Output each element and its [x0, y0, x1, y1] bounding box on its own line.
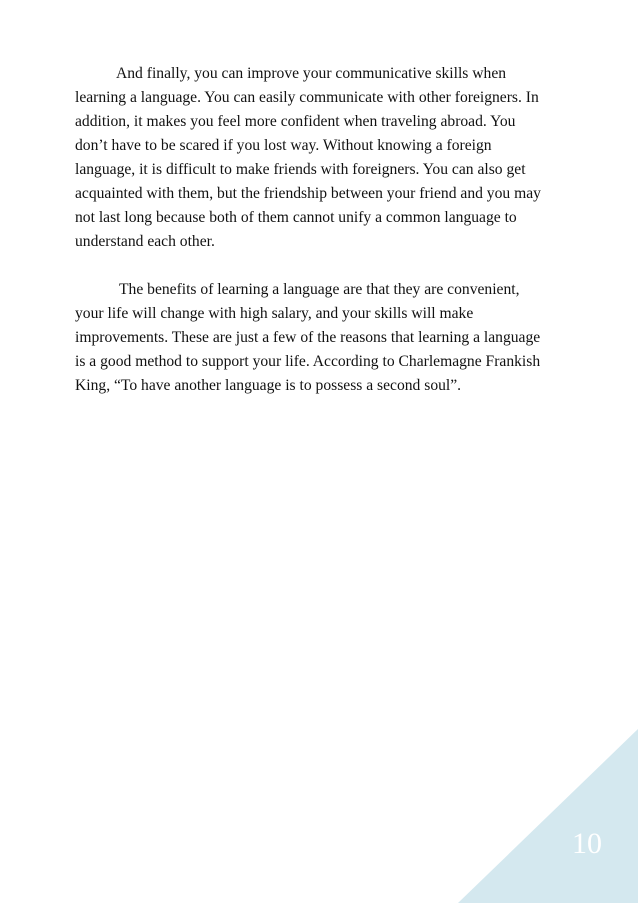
paragraph-1-line: addition, it makes you feel more confident when traveling abroad. You — [75, 113, 516, 130]
paragraph-1 — [75, 62, 595, 254]
paragraph-1-line: language, it is difficult to make friends with foreigners. You can also get — [75, 161, 526, 178]
paragraph-2-line: King, “To have another language is to possess a second soul”. — [75, 377, 462, 394]
paragraph-1-line: And finally, you can improve your communicative skills when — [116, 65, 507, 82]
paragraph-2-line: is a good method to support your life. According to Charlemagne Frankish — [75, 353, 541, 370]
paragraph-2-line: your life will change with high salary, and your skills will make — [75, 305, 474, 322]
paragraph-1-line: don’t have to be scared if you lost way. Without knowing a foreign — [75, 137, 492, 154]
paragraph-2-line: improvements. These are just a few of the reasons that learning a language — [75, 329, 541, 346]
paragraph-1-line: understand each other. — [75, 233, 215, 250]
paragraph-spacer — [75, 254, 595, 278]
paragraph-2-line: The benefits of learning a language are that they are convenient, — [119, 281, 520, 298]
paragraph-1-line: learning a language. You can easily communicate with other foreigners. In — [75, 89, 539, 106]
paragraph-1-line: not last long because both of them cannot unify a common language to — [75, 209, 517, 226]
body-text — [75, 62, 595, 398]
page-number: 10 — [572, 827, 602, 860]
paragraph-1-line: acquainted with them, but the friendship between your friend and you may — [75, 185, 541, 202]
corner-decoration — [458, 729, 638, 903]
paragraph-2 — [75, 278, 595, 398]
